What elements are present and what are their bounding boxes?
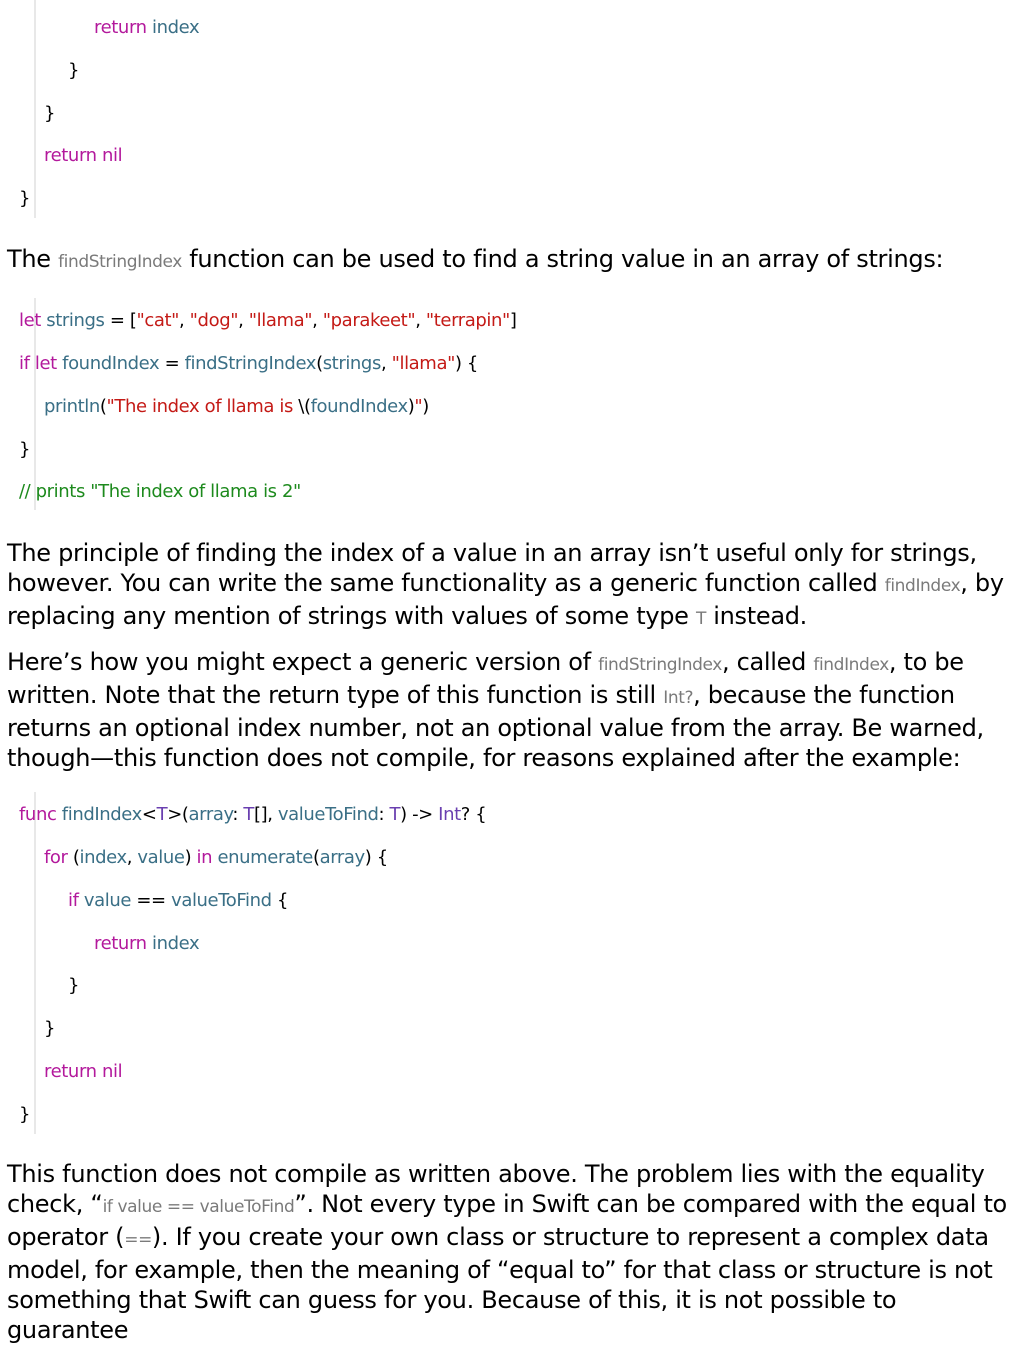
code-token: findStringIndex xyxy=(184,353,317,374)
code-token: enumerate xyxy=(217,847,313,868)
code-token: nil xyxy=(96,1061,123,1082)
code-token: } xyxy=(44,1018,56,1039)
text: , called xyxy=(721,648,814,676)
code-token: = xyxy=(159,353,185,374)
code-line xyxy=(44,1018,55,1040)
code-token: \( xyxy=(298,396,311,417)
code-block-2 xyxy=(19,298,517,510)
code-token: , xyxy=(126,847,138,868)
code-line xyxy=(44,103,55,125)
paragraph-generic-version xyxy=(7,647,1017,773)
code-token: index xyxy=(79,847,127,868)
code-token: : xyxy=(232,804,244,825)
code-token: >( xyxy=(167,804,189,825)
code-token: valueToFind xyxy=(171,890,272,911)
code-token: ( xyxy=(99,396,107,417)
text: instead. xyxy=(705,602,807,630)
code-token: in xyxy=(196,847,213,868)
code-token: } xyxy=(19,439,31,460)
code-line xyxy=(94,17,199,39)
code-line xyxy=(44,396,429,418)
text: Here’s how you might expect a generic version of xyxy=(7,648,599,676)
code-token: , xyxy=(415,310,426,331)
code-token: } xyxy=(68,60,80,81)
inline-code: T xyxy=(695,609,706,629)
code-token: strings xyxy=(40,310,105,331)
code-token: [], xyxy=(254,804,278,825)
code-token: ( xyxy=(67,847,80,868)
code-token: for xyxy=(44,847,68,868)
inline-code: Int? xyxy=(663,688,694,708)
inline-code: if value == valueToFind xyxy=(102,1197,295,1217)
code-token: let xyxy=(19,310,41,331)
text: , by replacing any mention of strings with values of some type xyxy=(7,569,1004,630)
code-token: foundIndex xyxy=(56,353,160,374)
text: ”. Not every type in Swift can be compared with the equal to operator ( xyxy=(7,1190,1007,1251)
code-token: , xyxy=(238,310,249,331)
inline-code: findStringIndex xyxy=(598,655,722,675)
code-token: valueToFind xyxy=(277,804,379,825)
code-token: ( xyxy=(312,847,320,868)
code-token: return xyxy=(44,1061,97,1082)
text: , to be written. Note that the return type of this function is still xyxy=(7,648,964,709)
code-token: "cat" xyxy=(136,310,180,331)
code-token: , xyxy=(380,353,392,374)
code-token: ( xyxy=(316,353,323,374)
code-token: value xyxy=(78,890,132,911)
text: ). If you create your own class or structure to represent a complex data model, for example, then the meaning of “equal to” for that class or structure is not something that Swift can guess for you. Because of this, it is not possible to guarantee xyxy=(7,1223,993,1344)
code-token: , xyxy=(312,310,323,331)
code-line xyxy=(44,145,122,167)
code-token: index xyxy=(146,933,200,954)
code-token: ) xyxy=(407,396,415,417)
code-token: : xyxy=(378,804,390,825)
code-token: return xyxy=(94,933,147,954)
code-token: ) -> xyxy=(400,804,439,825)
code-block-1 xyxy=(19,0,200,218)
inline-code: findIndex xyxy=(884,576,961,596)
code-token: array xyxy=(319,847,365,868)
code-line xyxy=(68,890,288,912)
code-token: "llama" xyxy=(248,310,313,331)
code-token: let xyxy=(34,353,57,374)
text: This function does not compile as written above. The problem lies with the equality check, “ xyxy=(7,1160,985,1218)
code-line xyxy=(19,1104,30,1126)
code-token: println xyxy=(44,396,100,417)
code-token: array xyxy=(188,804,233,825)
text: The principle of finding the index of a value in an array isn’t useful only for strings, however. You can write the same functionality as a generic function called xyxy=(7,539,977,597)
code-line xyxy=(19,310,517,332)
code-token: return xyxy=(44,145,97,166)
code-token: } xyxy=(68,975,80,996)
code-line xyxy=(19,481,301,503)
code-token: == xyxy=(131,890,172,911)
inline-code: findIndex xyxy=(813,655,889,675)
code-token: ) xyxy=(422,396,429,417)
inline-code: == xyxy=(124,1230,152,1250)
code-token: return xyxy=(94,17,147,38)
text: , because the function returns an optional index number, not an optional value from the array. Be warned, though—this function does not compile, for reasons explained after the example: xyxy=(7,681,984,772)
code-token: ] xyxy=(509,310,517,331)
code-line xyxy=(19,804,486,826)
code-token: value xyxy=(137,847,185,868)
text: The xyxy=(7,245,59,273)
inline-code: findStringIndex xyxy=(58,252,182,272)
code-token: ? { xyxy=(460,804,487,825)
code-token: "dog" xyxy=(189,310,239,331)
code-token: Int xyxy=(438,804,461,825)
code-token: T xyxy=(156,804,168,825)
code-line xyxy=(19,353,478,375)
code-token: , xyxy=(179,310,190,331)
code-token: // prints "The index of llama is 2" xyxy=(19,481,301,502)
code-token: ) xyxy=(184,847,197,868)
code-token: } xyxy=(44,103,56,124)
code-line xyxy=(68,60,79,82)
code-line xyxy=(19,439,30,461)
code-token: if xyxy=(19,353,30,374)
code-token: "parakeet" xyxy=(322,310,416,331)
code-token: findIndex xyxy=(56,804,142,825)
code-token: foundIndex xyxy=(310,396,408,417)
code-token: "llama" xyxy=(391,353,455,374)
code-token: = [ xyxy=(104,310,137,331)
code-token: index xyxy=(146,17,200,38)
paragraph-find-string-index xyxy=(7,244,1017,277)
code-token: nil xyxy=(96,145,123,166)
code-token: func xyxy=(19,804,57,825)
code-token: T xyxy=(243,804,255,825)
paragraph-compile-problem xyxy=(7,1159,1017,1345)
code-line xyxy=(44,1061,122,1083)
code-token: "The index of llama is xyxy=(106,396,299,417)
code-token: ) { xyxy=(364,847,388,868)
paragraph-generic-principle xyxy=(7,538,1017,634)
code-token: { xyxy=(271,890,289,911)
code-token: if xyxy=(68,890,79,911)
code-line xyxy=(44,847,388,869)
code-token: ) { xyxy=(454,353,478,374)
code-line xyxy=(68,975,79,997)
text: function can be used to find a string value in an array of strings: xyxy=(181,245,944,273)
code-line xyxy=(94,933,199,955)
code-block-3 xyxy=(19,792,487,1134)
code-token: strings xyxy=(322,353,381,374)
code-token: } xyxy=(19,188,31,209)
code-token: < xyxy=(141,804,157,825)
code-token: " xyxy=(414,396,423,417)
code-token: T xyxy=(389,804,401,825)
code-token: "terrapin" xyxy=(425,310,510,331)
code-token: } xyxy=(19,1104,31,1125)
code-line xyxy=(19,188,30,210)
